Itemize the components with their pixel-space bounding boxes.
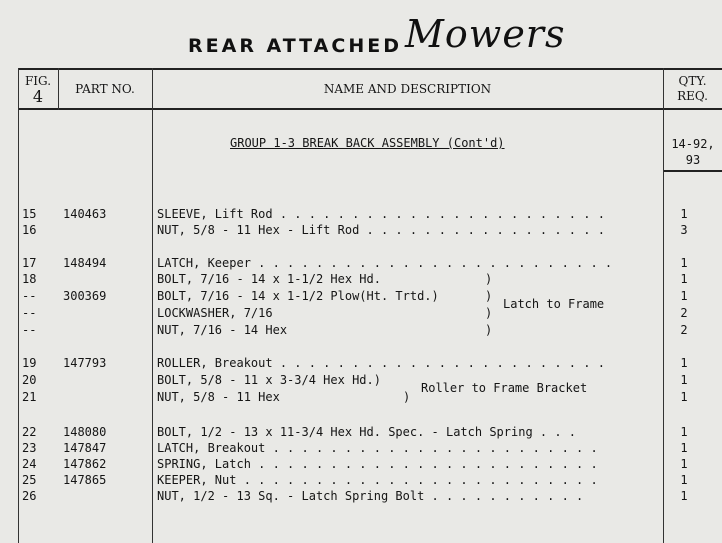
- row-qty: 1: [680, 489, 688, 503]
- roller-to-frame-bracket-label: Roller to Frame Bracket: [421, 381, 588, 395]
- table-row: [0, 271, 722, 287]
- col-header-qty: [663, 74, 722, 104]
- row-description: SPRING, Latch . . . . . . . . . . . . . . . . . . . . . . . .: [157, 457, 598, 471]
- table-row: [0, 355, 722, 371]
- table-row: [0, 305, 722, 321]
- group-qty-rule: [664, 170, 722, 172]
- row-part-no: 148080: [63, 425, 107, 439]
- table-row: [0, 372, 722, 388]
- table-row: [0, 222, 722, 238]
- row-fig: 18: [22, 272, 37, 286]
- bracket-paren: ): [485, 289, 493, 303]
- row-fig: --: [22, 289, 37, 303]
- col-header-fig: [18, 74, 58, 104]
- group-qty-line1: 14-92,: [671, 137, 715, 151]
- table-row: [0, 206, 722, 222]
- row-description: NUT, 1/2 - 13 Sq. - Latch Spring Bolt . . . . . . . . . . .: [157, 489, 584, 503]
- table-row: [0, 389, 722, 405]
- row-description: KEEPER, Nut . . . . . . . . . . . . . . . . . . . . . . . . .: [157, 473, 598, 487]
- row-qty: 1: [680, 390, 688, 404]
- table-row: [0, 288, 722, 304]
- row-qty: 2: [680, 323, 688, 337]
- table-row: [0, 472, 722, 488]
- col-header-fig-label: FIG.: [24, 74, 52, 88]
- table-row: [0, 322, 722, 338]
- row-fig: 25: [22, 473, 37, 487]
- row-fig: 15: [22, 207, 37, 221]
- group-qty-line2: 93: [685, 153, 701, 167]
- row-description: NUT, 7/16 - 14 Hex: [157, 323, 288, 337]
- col-header-name: NAME AND DESCRIPTION: [323, 82, 492, 96]
- row-part-no: 147865: [63, 473, 107, 487]
- row-fig: 21: [22, 390, 37, 404]
- table-row: [0, 456, 722, 472]
- header-bottom-rule: [18, 108, 722, 110]
- row-description: LOCKWASHER, 7/16: [157, 306, 273, 320]
- col-header-fig-number: 4: [32, 87, 44, 106]
- row-qty: 1: [680, 457, 688, 471]
- row-fig: 19: [22, 356, 37, 370]
- row-qty: 1: [680, 473, 688, 487]
- row-part-no: 147793: [63, 356, 107, 370]
- row-fig: 20: [22, 373, 37, 387]
- row-fig: 26: [22, 489, 37, 503]
- group-title: GROUP 1-3 BREAK BACK ASSEMBLY (Cont'd): [230, 136, 505, 150]
- group-qty: [664, 136, 722, 168]
- row-description: ROLLER, Breakout . . . . . . . . . . . . . . . . . . . . . . .: [157, 356, 605, 370]
- row-description: BOLT, 5/8 - 11 x 3-3/4 Hex Hd.): [157, 373, 381, 387]
- table-row: [0, 424, 722, 440]
- row-description: SLEEVE, Lift Rod . . . . . . . . . . . . . . . . . . . . . . .: [157, 207, 605, 221]
- bracket-paren: ): [485, 306, 493, 320]
- row-part-no: 147847: [63, 441, 107, 455]
- latch-to-frame-label: Latch to Frame: [503, 297, 605, 311]
- row-fig: --: [22, 323, 37, 337]
- row-description: NUT, 5/8 - 11 Hex - Lift Rod . . . . . . . . . . . . . . . . .: [157, 223, 605, 237]
- row-fig: 24: [22, 457, 37, 471]
- row-qty: 3: [680, 223, 688, 237]
- row-part-no: 147862: [63, 457, 107, 471]
- table-row: [0, 255, 722, 271]
- row-description: LATCH, Keeper . . . . . . . . . . . . . . . . . . . . . . . . .: [157, 256, 613, 270]
- col-header-qty-line2: REQ.: [677, 89, 708, 103]
- row-qty: 1: [680, 207, 688, 221]
- row-qty: 1: [680, 373, 688, 387]
- row-part-no: 140463: [63, 207, 107, 221]
- table-row: [0, 488, 722, 504]
- row-qty: 1: [680, 356, 688, 370]
- row-part-no: 148494: [63, 256, 107, 270]
- row-fig: 17: [22, 256, 37, 270]
- col-header-qty-line1: QTY.: [678, 74, 707, 88]
- row-qty: 1: [680, 425, 688, 439]
- row-description: BOLT, 7/16 - 14 x 1-1/2 Hex Hd.: [157, 272, 381, 286]
- row-qty: 1: [680, 289, 688, 303]
- row-part-no: 300369: [63, 289, 107, 303]
- row-qty: 1: [680, 256, 688, 270]
- row-description: NUT, 5/8 - 11 Hex: [157, 390, 280, 404]
- page-title-script: Mowers: [405, 12, 566, 56]
- col-header-part: PART NO.: [75, 82, 135, 96]
- row-fig: 16: [22, 223, 37, 237]
- table-top-rule: [18, 68, 722, 70]
- row-description: LATCH, Breakout . . . . . . . . . . . . . . . . . . . . . . .: [157, 441, 598, 455]
- bracket-paren: ): [403, 390, 411, 404]
- row-qty: 1: [680, 272, 688, 286]
- bracket-paren: ): [485, 323, 493, 337]
- table-row: [0, 440, 722, 456]
- row-qty: 2: [680, 306, 688, 320]
- row-description: BOLT, 1/2 - 13 x 11-3/4 Hex Hd. Spec. - Latch Spring . . .: [157, 425, 577, 439]
- row-fig: --: [22, 306, 37, 320]
- row-qty: 1: [680, 441, 688, 455]
- row-fig: 23: [22, 441, 37, 455]
- row-fig: 22: [22, 425, 37, 439]
- page-title: REAR ATTACHED: [188, 35, 402, 57]
- bracket-paren: ): [485, 272, 493, 286]
- row-description: BOLT, 7/16 - 14 x 1-1/2 Plow(Ht. Trtd.): [157, 289, 439, 303]
- page-header: [0, 8, 722, 64]
